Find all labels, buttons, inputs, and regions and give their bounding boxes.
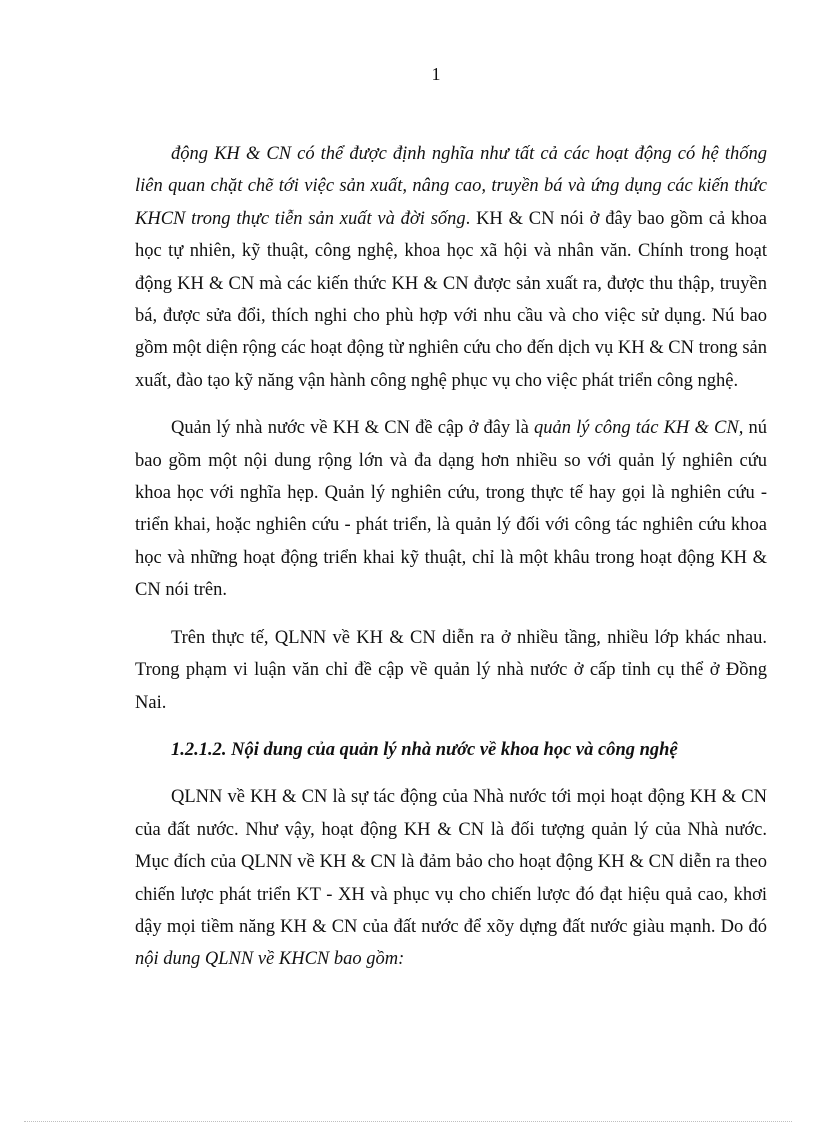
paragraph-4-italic-tail: nội dung QLNN về KHCN bao gồm:	[135, 949, 405, 970]
paragraph-1-italic-lead: động KH & CN có thể được định nghĩa như tất cả các hoạt động có hệ thống liên quan chặt chẽ tới việc sản xuất, nâng cao, truyền bá và ứng dụng các kiến thức KHCN trong thực tiễn sản xuất và đời sống	[135, 144, 767, 229]
paragraph-4-text: QLNN về KH & CN là sự tác động của Nhà nước tới mọi hoạt động KH & CN của đất nước. Như vậy, hoạt động KH & CN là đối tượng quản lý của Nhà nước. Mục đích của QLNN về KH & CN là đảm bảo cho hoạt động KH & CN diễn ra theo chiến lược phát triển KT - XH và phục vụ cho chiến lược đó đạt hiệu quả cao, khơi dậy mọi tiềm năng KH & CN của đất nước để xõy dựng đất nước giàu mạnh. Do đó	[135, 787, 767, 937]
paragraph-1	[135, 138, 767, 397]
paragraph-3-text: Trên thực tế, QLNN về KH & CN diễn ra ở nhiều tầng, nhiều lớp khác nhau. Trong phạm vi luận văn chỉ đề cập về quản lý nhà nước ở cấp tỉnh cụ thể ở Đồng Nai.	[135, 627, 767, 713]
paragraph-2-text: nú bao gồm một nội dung rộng lớn và đa dạng hơn nhiều so với quản lý nghiên cứu khoa học với nghĩa hẹp. Quản lý nghiên cứu, trong thực tế hay gọi là nghiên cứu - triển khai, hoặc nghiên cứu - phát triển, là quản lý đối với công tác nghiên cứu khoa học và những hoạt động triển khai kỹ thuật, chỉ là một khâu trong hoạt động KH & CN nói trên.	[135, 418, 768, 601]
document-body	[135, 138, 767, 976]
page-number: 1	[431, 64, 441, 84]
paragraph-4	[135, 781, 767, 975]
paragraph-3	[135, 622, 767, 719]
page-bottom-divider	[24, 1121, 792, 1122]
paragraph-2-italic: quản lý công tác KH & CN,	[533, 418, 744, 439]
paragraph-1-text: . KH & CN nói ở đây bao gồm cả khoa học tự nhiên, kỹ thuật, công nghệ, khoa học xã hội và nhân văn. Chính trong hoạt động KH & CN mà các kiến thức KH & CN được sản xuất ra, được thu thập, truyền bá, được sửa đổi, thích nghi cho phù hợp với nhu cầu và cho việc sử dụng. Nú bao gồm một diện rộng các hoạt động từ nghiên cứu cho đến dịch vụ KH & CN trong sản xuất, đào tạo kỹ năng vận hành công nghệ phục vụ cho việc phát triển công nghệ.	[135, 208, 768, 391]
paragraph-2-lead: Quản lý nhà nước về KH & CN đề cập ở đây là	[171, 418, 534, 439]
section-heading: 1.2.1.2. Nội dung của quản lý nhà nước về khoa học và công nghệ	[171, 739, 678, 760]
paragraph-2	[135, 412, 767, 606]
